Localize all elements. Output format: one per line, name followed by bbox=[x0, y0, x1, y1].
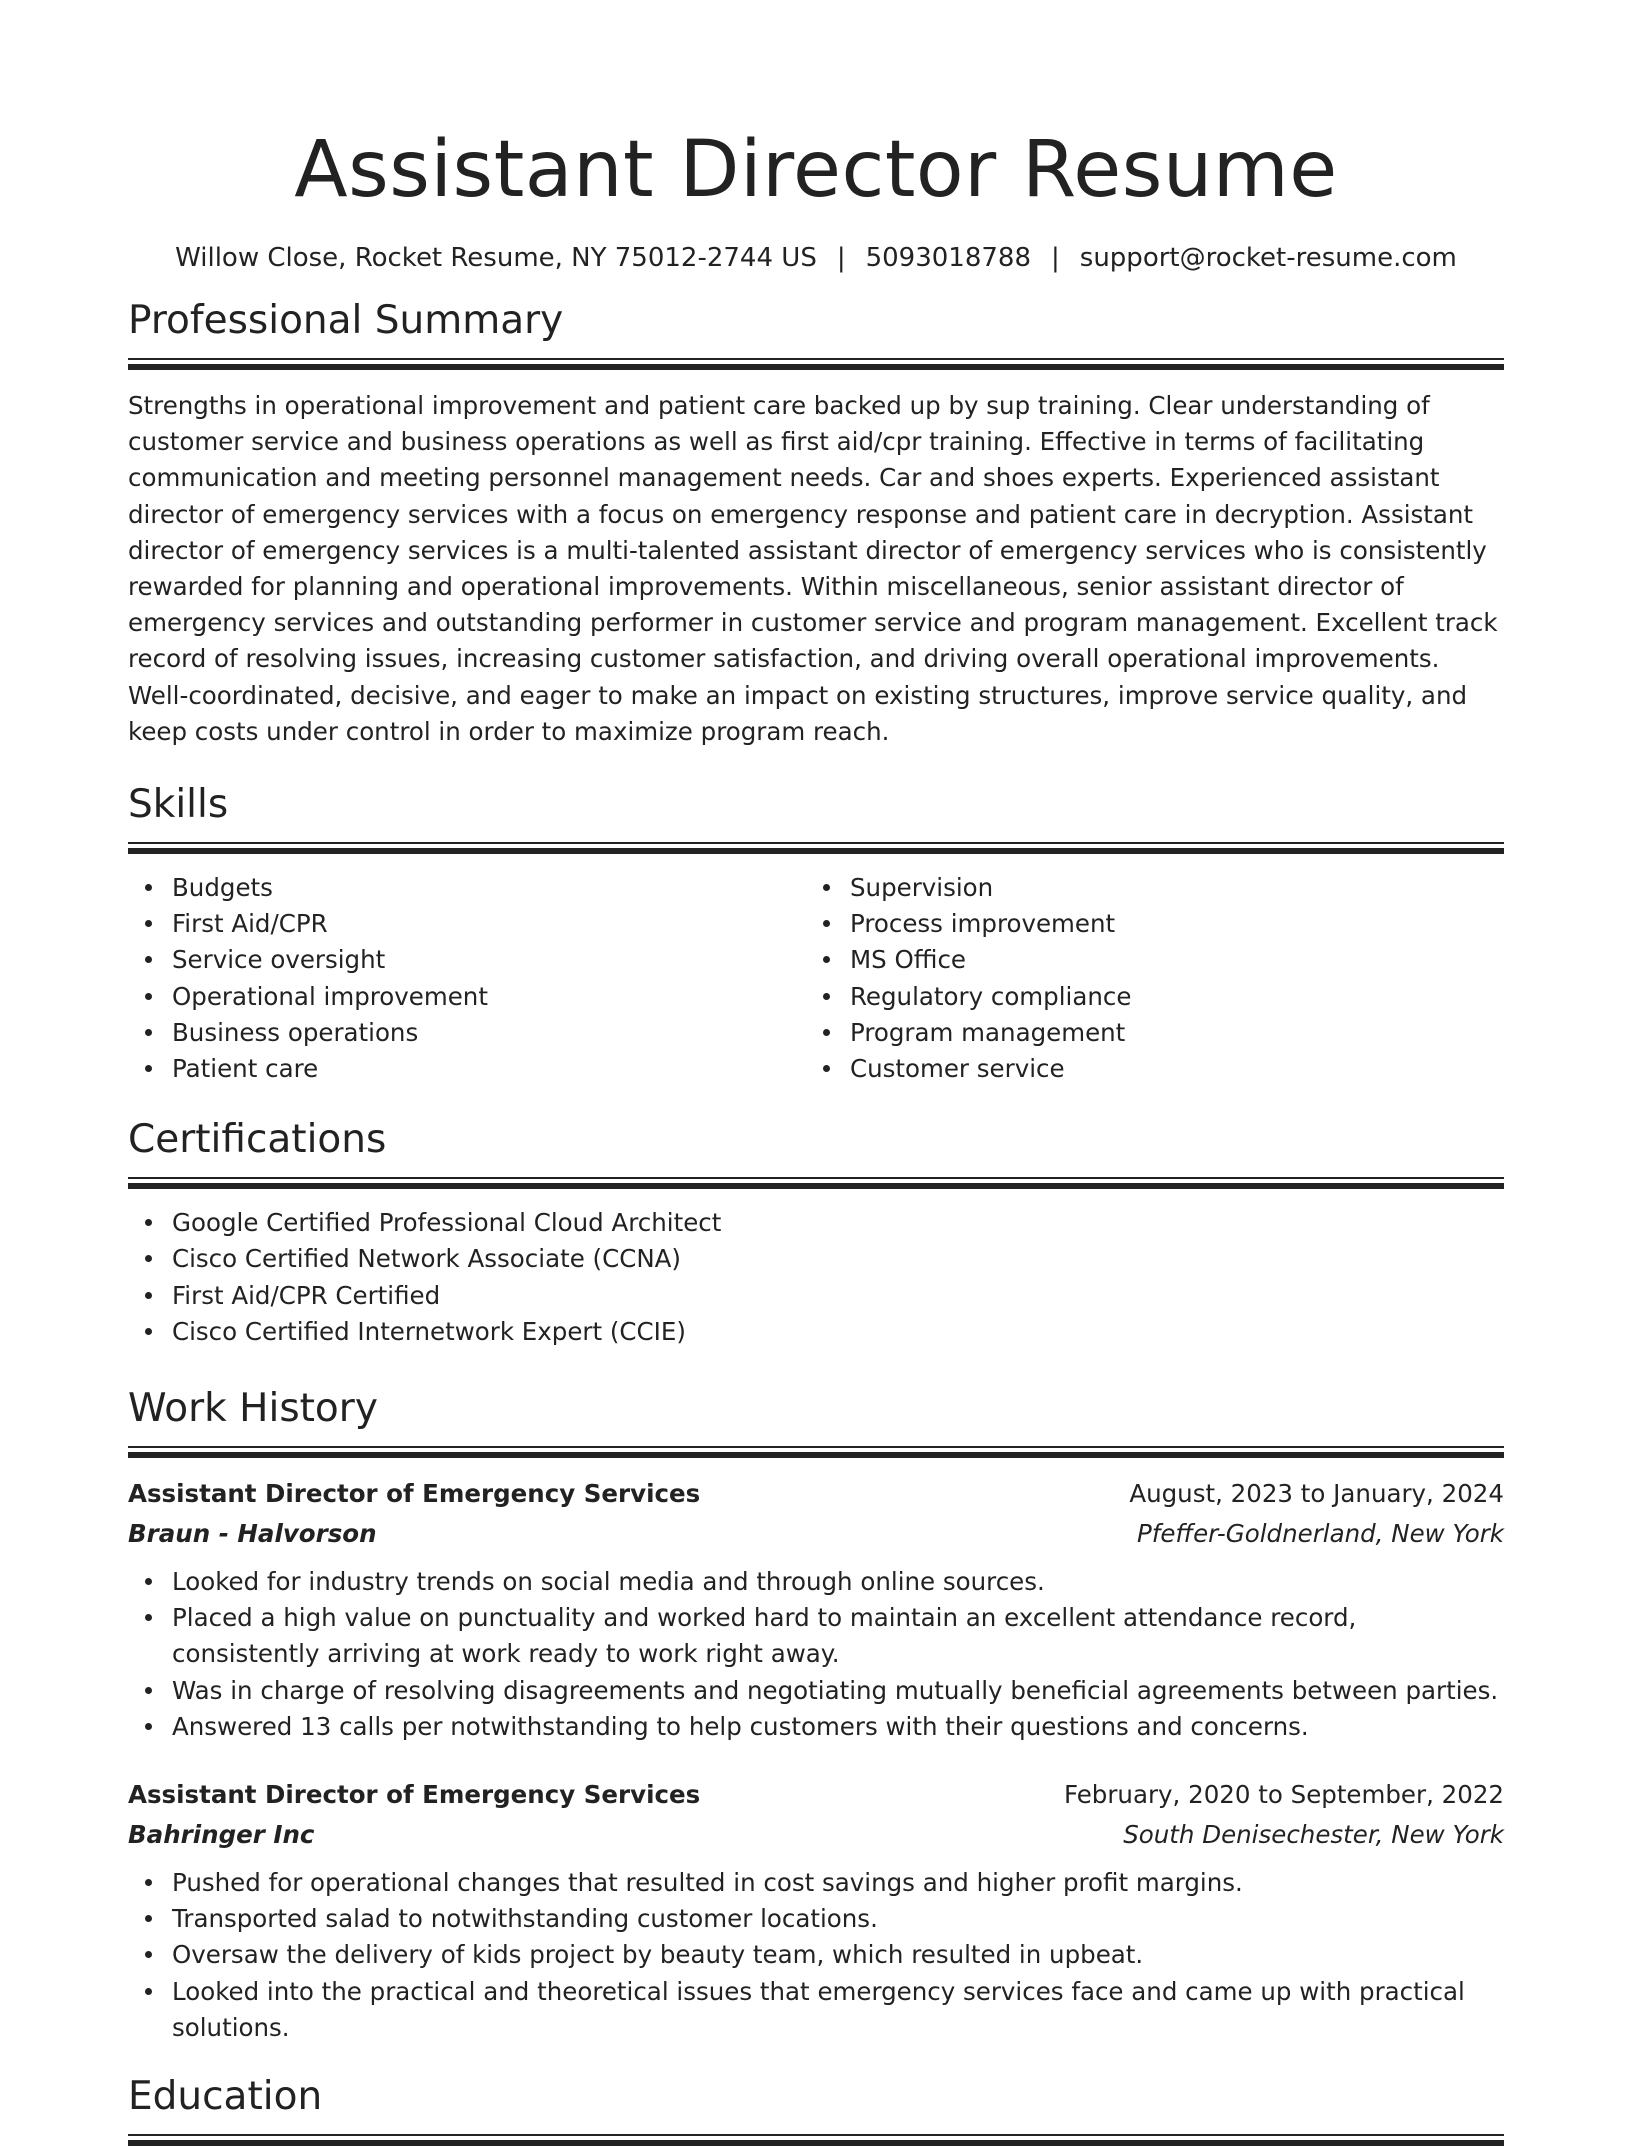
job-entry bbox=[128, 1474, 1504, 1745]
section-heading-work-history: Work History bbox=[128, 1386, 378, 1432]
job-duty-item: Looked for industry trends on social media and through online sources. bbox=[172, 1564, 1504, 1600]
certification-item: Cisco Certified Network Associate (CCNA) bbox=[172, 1241, 1504, 1277]
skills-list-right bbox=[806, 870, 1484, 1087]
skills-section bbox=[128, 780, 1504, 1087]
resume-title: Assistant Director Resume bbox=[294, 125, 1338, 215]
section-divider bbox=[128, 2134, 1504, 2146]
contact-separator: | bbox=[836, 243, 846, 273]
section-divider bbox=[128, 358, 1504, 370]
skills-grid bbox=[128, 870, 1504, 1087]
contact-phone: 5093018788 bbox=[865, 243, 1032, 273]
job-duty-item: Transported salad to notwithstanding customer locations. bbox=[172, 1901, 1504, 1937]
job-location: Pfeffer-Goldnerland, New York bbox=[1136, 1519, 1504, 1549]
skill-item: Business operations bbox=[172, 1015, 806, 1051]
section-divider bbox=[128, 1446, 1504, 1458]
contact-email: support@rocket-resume.com bbox=[1079, 243, 1457, 273]
certifications-list bbox=[128, 1205, 1504, 1350]
skills-list-left bbox=[128, 870, 806, 1087]
job-duty-item: Oversaw the delivery of kids project by beauty team, which resulted in upbeat. bbox=[172, 1937, 1504, 1973]
skill-item: Program management bbox=[850, 1015, 1484, 1051]
contact-line bbox=[128, 242, 1504, 274]
skill-item: Supervision bbox=[850, 870, 1484, 906]
skill-item: Operational improvement bbox=[172, 979, 806, 1015]
section-heading-certifications: Certifications bbox=[128, 1117, 387, 1163]
section-divider bbox=[128, 1177, 1504, 1189]
job-location: South Denisechester, New York bbox=[1123, 1820, 1504, 1850]
job-title: Assistant Director of Emergency Services bbox=[128, 1479, 701, 1509]
job-duty-item: Placed a high value on punctuality and worked hard to maintain an excellent attendance record, consistently arriving at work ready to work right away. bbox=[172, 1600, 1504, 1672]
job-dates: August, 2023 to January, 2024 bbox=[1129, 1479, 1504, 1509]
skill-item: Regulatory compliance bbox=[850, 979, 1484, 1015]
job-duty-item: Pushed for operational changes that resulted in cost savings and higher profit margins. bbox=[172, 1865, 1504, 1901]
job-duty-item: Was in charge of resolving disagreements and negotiating mutually beneficial agreements between parties. bbox=[172, 1673, 1504, 1709]
contact-address: Willow Close, Rocket Resume, NY 75012-2744 US bbox=[175, 243, 817, 273]
skill-item: First Aid/CPR bbox=[172, 906, 806, 942]
certification-item: Google Certified Professional Cloud Architect bbox=[172, 1205, 1504, 1241]
section-heading-summary: Professional Summary bbox=[128, 298, 564, 343]
work-history-section bbox=[128, 1384, 1504, 2046]
section-heading-education: Education bbox=[128, 2074, 323, 2120]
skill-item: Patient care bbox=[172, 1051, 806, 1087]
job-duty-item: Looked into the practical and theoretical issues that emergency services face and came up with practical solutions. bbox=[172, 1974, 1504, 2046]
summary-text: Strengths in operational improvement and patient care backed up by sup training. Clear understanding of customer service and business operations as well as first aid/cpr training. Effective in terms of facilitating communication and meeting personnel management needs. Car and shoes experts. Experienced assistant director of emergency services with a focus on emergency response and patient care in decryption. Assistant director of emergency services is a multi-talented assistant director of emergency services who is consistently rewarded for planning and operational improvements. Within miscellaneous, senior assistant director of emergency services and outstanding performer in customer service and program management. Excellent track record of resolving issues, increasing customer satisfaction, and driving overall operational improvements. Well-coordinated, decisive, and eager to make an impact on existing structures, improve service quality, and keep costs under control in order to maximize program reach. bbox=[128, 391, 1498, 746]
skill-item: Service oversight bbox=[172, 942, 806, 978]
section-heading-skills: Skills bbox=[128, 782, 229, 828]
job-duty-item: Answered 13 calls per notwithstanding to help customers with their questions and concerns. bbox=[172, 1709, 1504, 1745]
job-company: Braun - Halvorson bbox=[128, 1519, 377, 1549]
job-company: Bahringer Inc bbox=[128, 1820, 315, 1850]
education-section bbox=[128, 2072, 1504, 2146]
resume-page bbox=[128, 0, 1504, 2146]
skill-item: Budgets bbox=[172, 870, 806, 906]
job-dates: February, 2020 to September, 2022 bbox=[1063, 1780, 1504, 1810]
job-duties-list bbox=[128, 1865, 1504, 2046]
certifications-section bbox=[128, 1115, 1504, 1350]
skill-item: Process improvement bbox=[850, 906, 1484, 942]
certification-item: First Aid/CPR Certified bbox=[172, 1278, 1504, 1314]
section-divider bbox=[128, 842, 1504, 854]
skill-item: Customer service bbox=[850, 1051, 1484, 1087]
contact-separator: | bbox=[1051, 243, 1060, 273]
job-duties-list bbox=[128, 1564, 1504, 1745]
skill-item: MS Office bbox=[850, 942, 1484, 978]
summary-section bbox=[128, 296, 1504, 750]
certification-item: Cisco Certified Internetwork Expert (CCIE) bbox=[172, 1314, 1504, 1350]
job-entry bbox=[128, 1775, 1504, 2046]
job-title: Assistant Director of Emergency Services bbox=[128, 1780, 701, 1810]
